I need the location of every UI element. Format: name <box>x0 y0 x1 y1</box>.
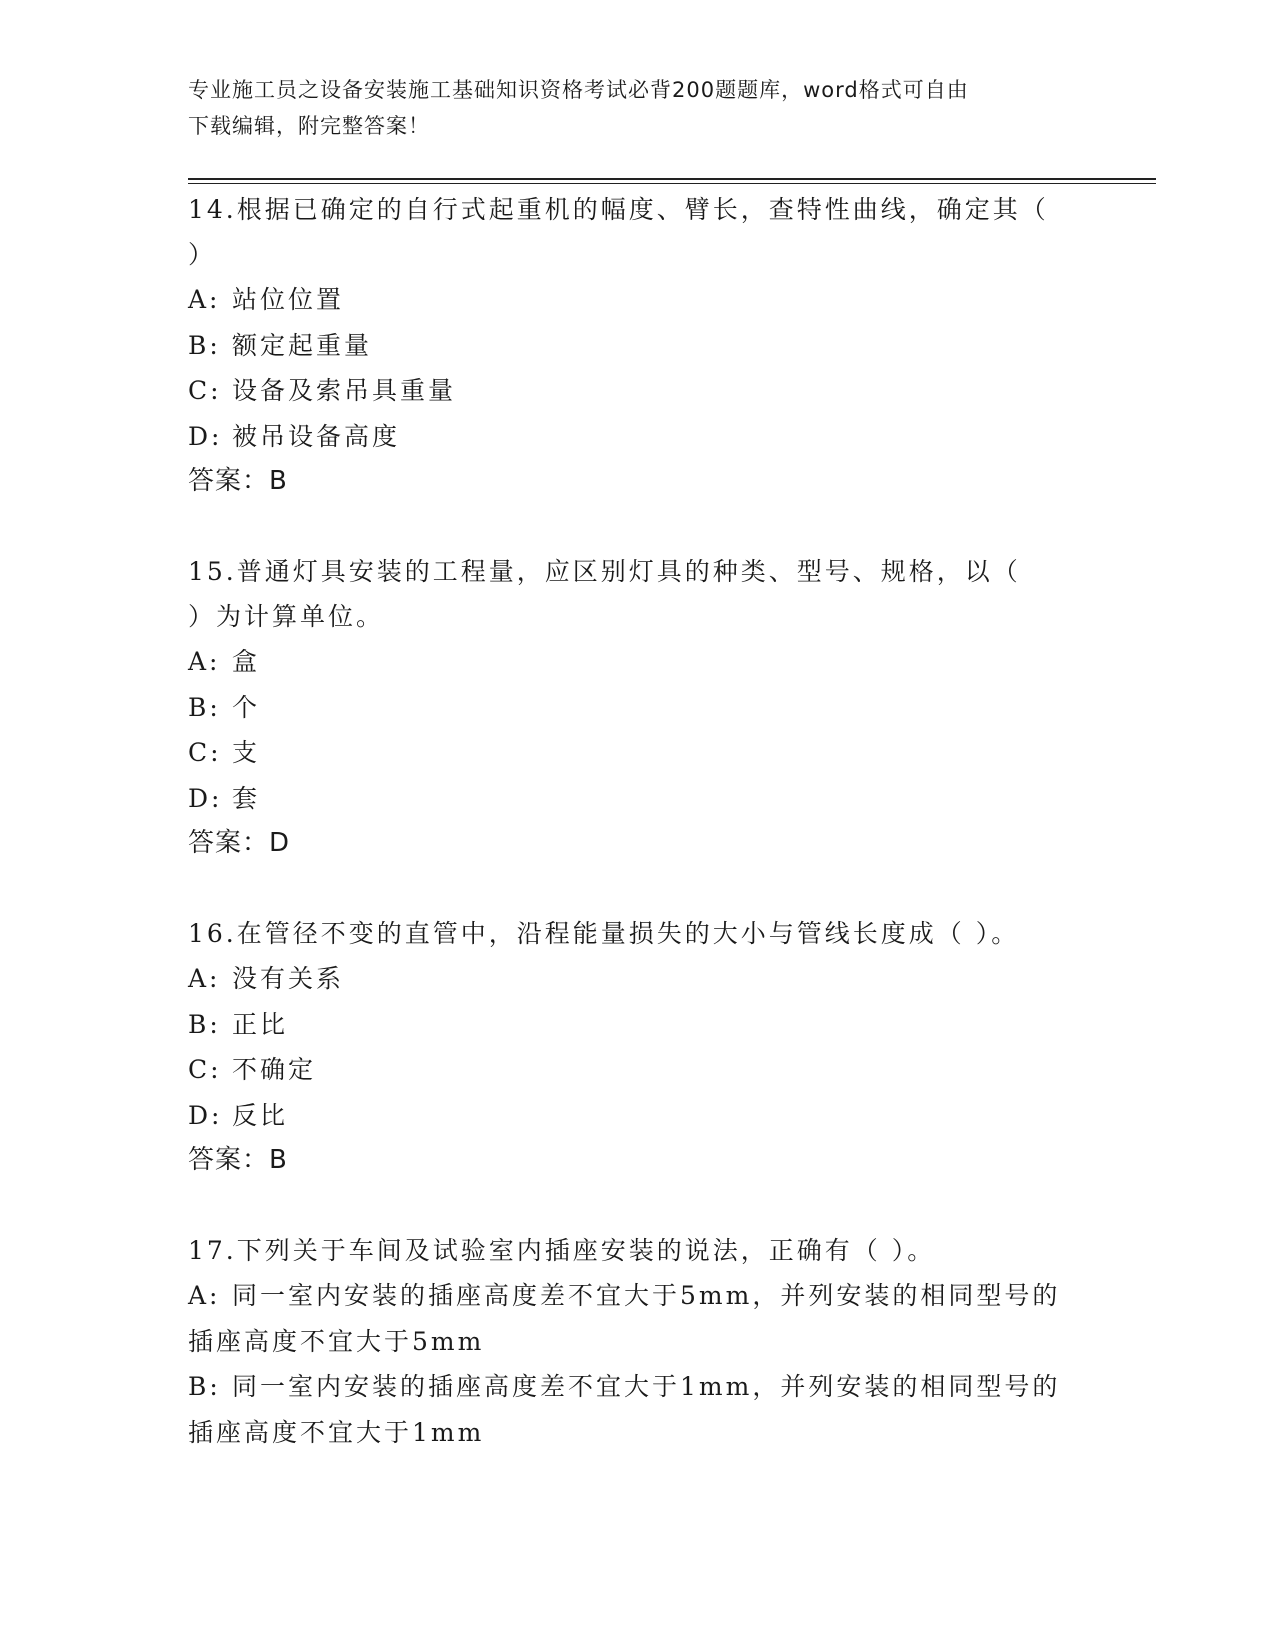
question-17 <box>188 1228 1088 1455</box>
option-key: C: <box>188 738 222 767</box>
option-b <box>188 1364 1088 1410</box>
option-key: D: <box>188 421 223 451</box>
option-a <box>188 956 1088 1002</box>
question-16 <box>188 911 1088 1183</box>
header-rule-thin <box>188 183 1156 184</box>
option-key: C: <box>188 376 222 405</box>
option-text: 个 <box>232 692 261 722</box>
option-d <box>188 1093 1088 1139</box>
option-c <box>188 1047 1088 1093</box>
answer-line: 答案：B <box>188 466 288 496</box>
option-key: A: <box>188 964 221 993</box>
question-stem: 17.下列关于车间及试验室内插座安装的说法，正确有（ ）。 <box>188 1236 936 1265</box>
question-stem-continued: ） <box>188 240 217 269</box>
header-line-1: 专业施工员之设备安装施工基础知识资格考试必背200题题库，word格式可自由 <box>188 78 969 102</box>
option-text: 额定起重量 <box>232 330 373 360</box>
question-stem: 15.普通灯具安装的工程量，应区别灯具的种类、型号、规格，以（ <box>188 557 1021 586</box>
option-key: A: <box>188 1281 221 1310</box>
option-text: 盒 <box>232 647 261 676</box>
option-key: D: <box>188 783 223 813</box>
spacer <box>188 1183 1088 1228</box>
option-text: 站位位置 <box>232 285 345 314</box>
option-text: 反比 <box>232 1100 289 1130</box>
option-text: 同一室内安装的插座高度差不宜大于5mm，并列安装的相同型号的 <box>232 1281 1061 1310</box>
question-15 <box>188 549 1088 866</box>
option-b <box>188 323 1088 369</box>
option-a <box>188 1273 1088 1319</box>
header-rule-thick <box>188 178 1156 180</box>
option-a <box>188 639 1088 685</box>
question-list <box>188 187 1088 1455</box>
option-a <box>188 277 1088 323</box>
option-key: B: <box>188 1372 221 1401</box>
option-key: B: <box>188 692 221 722</box>
question-stem-continued: ）为计算单位。 <box>188 602 385 631</box>
option-text: 不确定 <box>232 1055 317 1084</box>
option-key: B: <box>188 1009 221 1039</box>
option-b <box>188 1002 1088 1048</box>
option-a-continued: 插座高度不宜大于5mm <box>188 1326 485 1356</box>
option-key: B: <box>188 330 221 360</box>
option-text: 同一室内安装的插座高度差不宜大于1mm，并列安装的相同型号的 <box>232 1372 1061 1401</box>
option-c <box>188 368 1088 414</box>
option-d <box>188 414 1088 460</box>
option-text: 设备及索吊具重量 <box>232 376 457 405</box>
option-b-continued: 插座高度不宜大于1mm <box>188 1417 485 1447</box>
question-14 <box>188 187 1088 504</box>
answer-line: 答案：D <box>188 828 291 858</box>
option-key: A: <box>188 285 221 314</box>
option-text: 被吊设备高度 <box>232 421 401 451</box>
option-b <box>188 685 1088 731</box>
header-line-2: 下载编辑，附完整答案！ <box>188 114 430 138</box>
option-c <box>188 730 1088 776</box>
option-text: 套 <box>232 783 261 813</box>
spacer <box>188 866 1088 911</box>
question-stem: 16.在管径不变的直管中，沿程能量损失的大小与管线长度成（ ）。 <box>188 919 1020 948</box>
document-header <box>188 72 1068 144</box>
answer-line: 答案：B <box>188 1145 288 1175</box>
option-key: A: <box>188 647 221 676</box>
question-stem: 14.根据已确定的自行式起重机的幅度、臂长，查特性曲线，确定其（ <box>188 195 1049 224</box>
spacer <box>188 504 1088 549</box>
option-text: 正比 <box>232 1009 289 1039</box>
option-key: C: <box>188 1055 222 1084</box>
option-text: 没有关系 <box>232 964 345 993</box>
option-d <box>188 776 1088 822</box>
option-key: D: <box>188 1100 223 1130</box>
option-text: 支 <box>232 738 261 767</box>
